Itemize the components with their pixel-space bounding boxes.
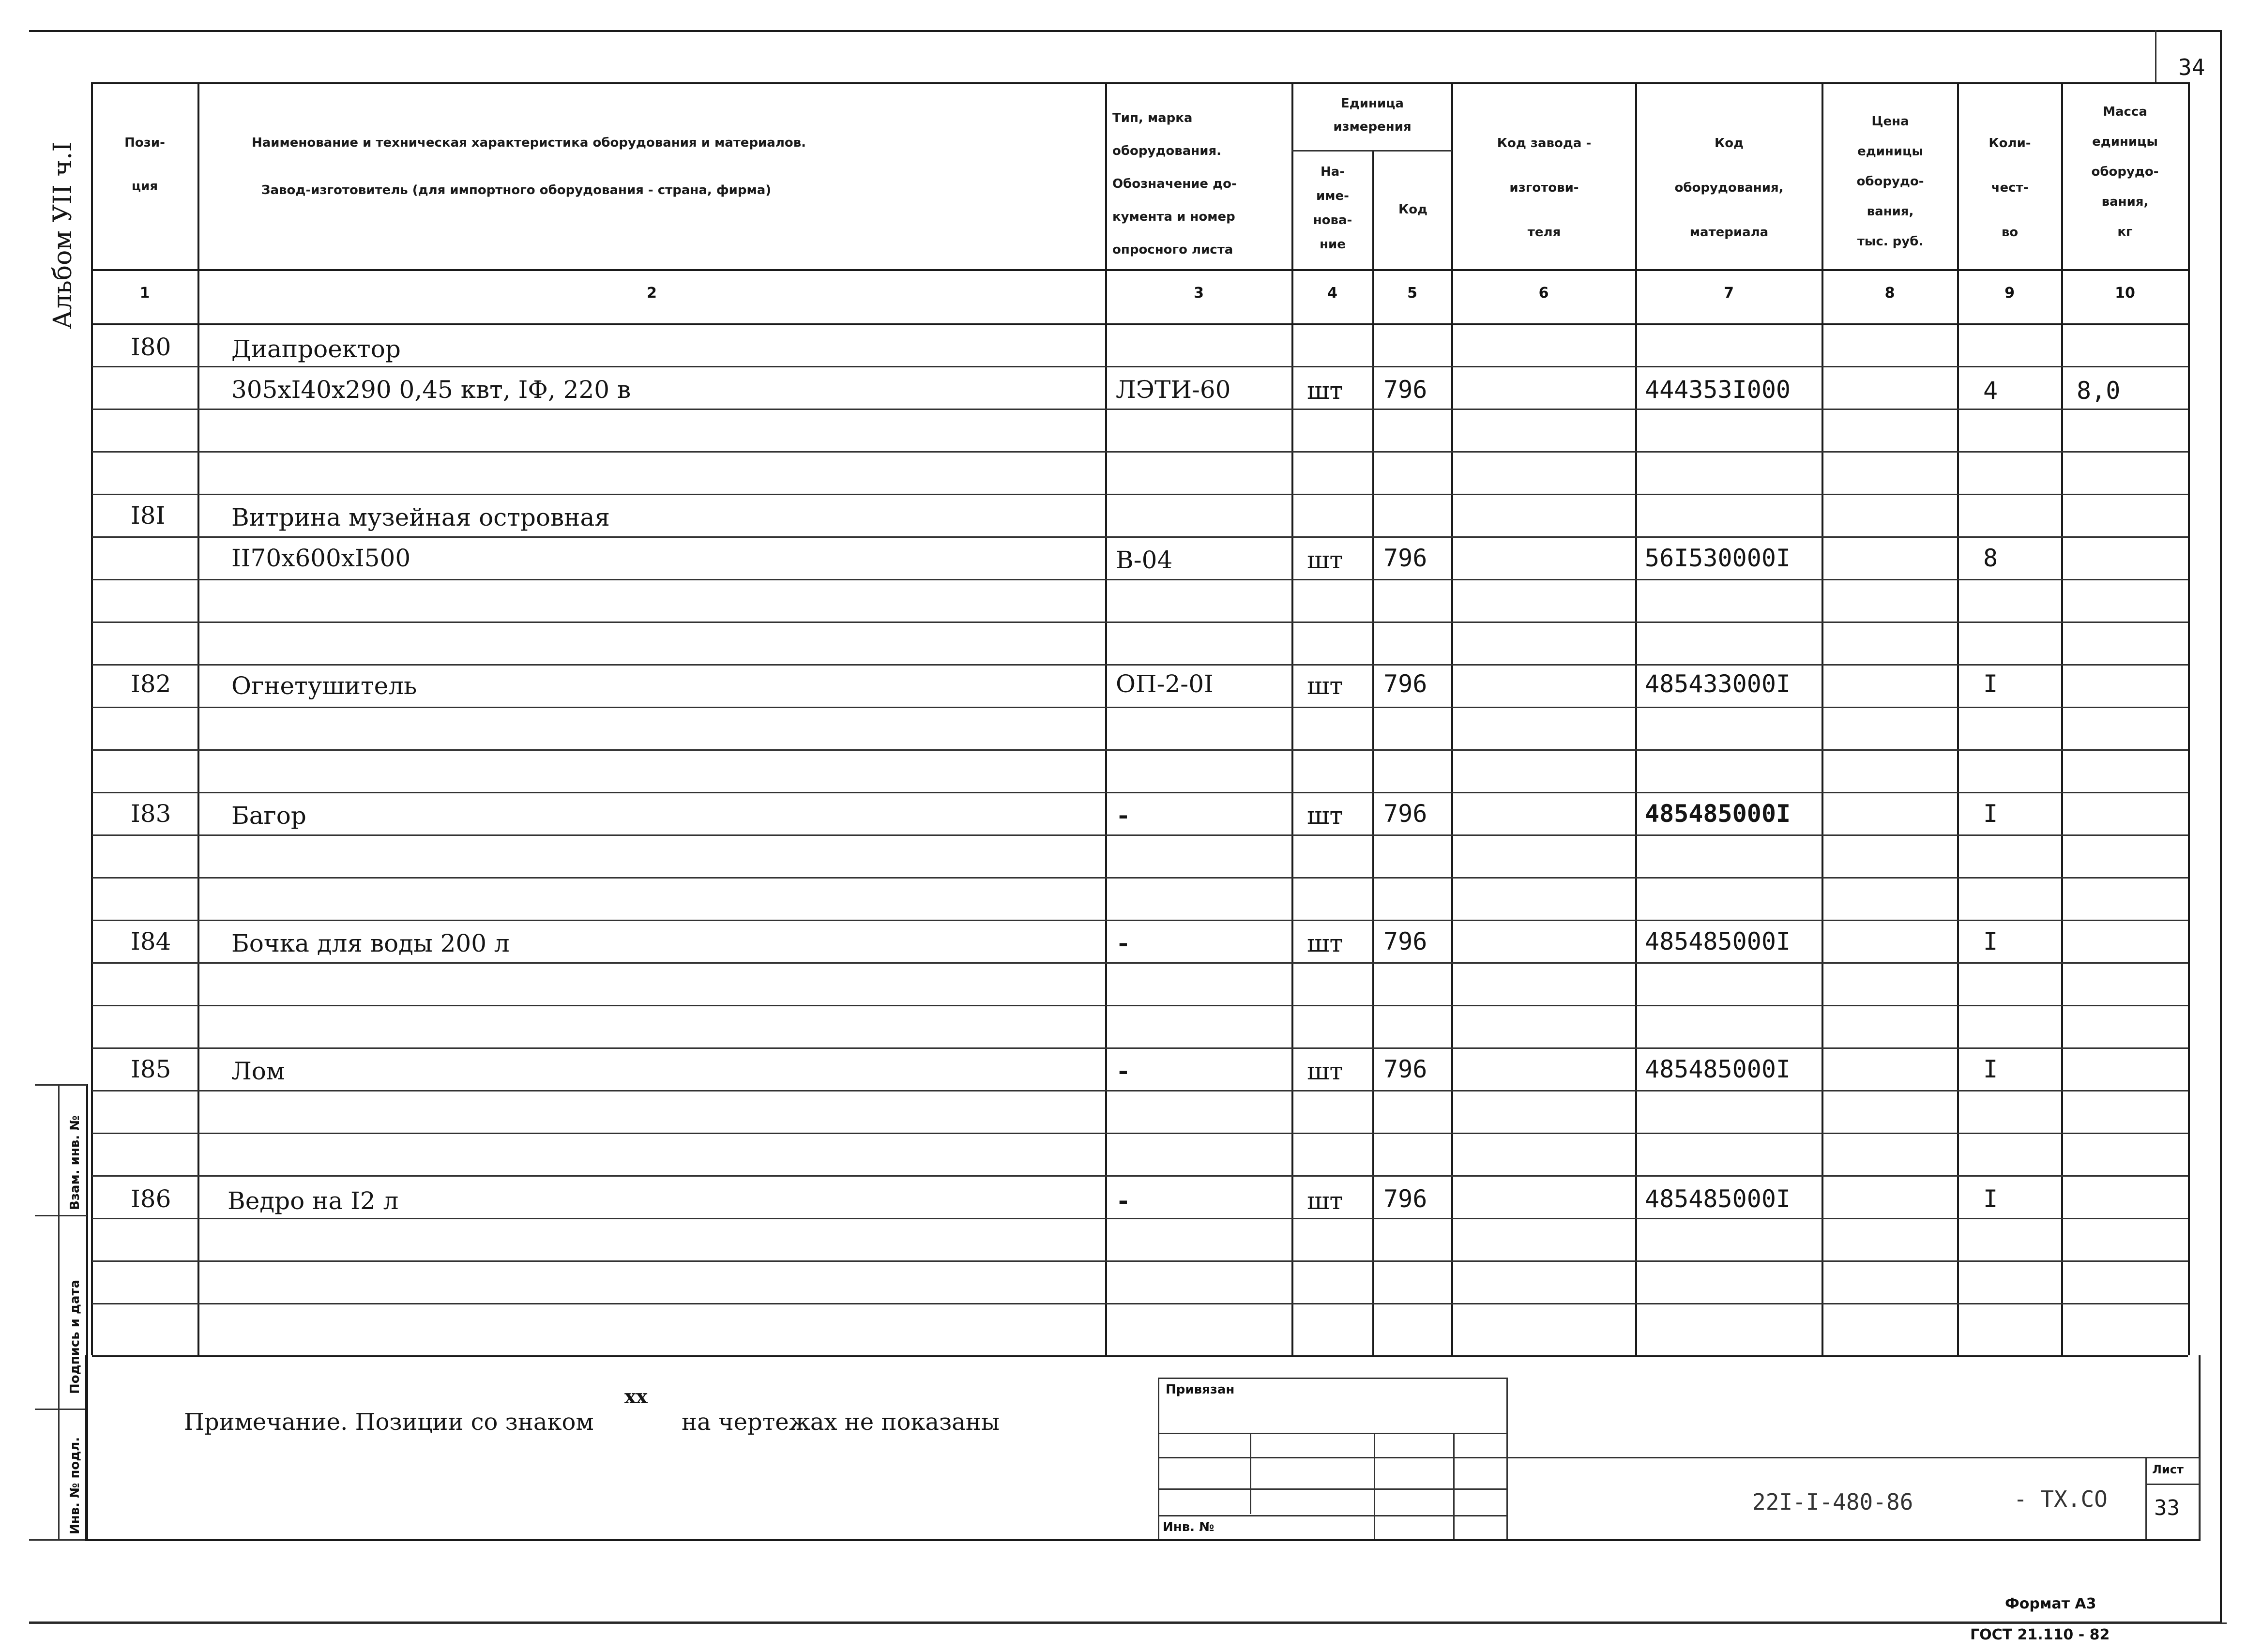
row-180-mass: 8,0	[2077, 377, 2121, 405]
header-factory-code: Код завода - изготови- теля	[1497, 136, 1592, 240]
row-line	[92, 451, 2188, 453]
row-180-quantity: 4	[1983, 377, 1998, 405]
row-line	[92, 920, 2188, 921]
row-183-quantity: I	[1983, 800, 1998, 828]
side-label-podpis: Подпись и дата	[68, 1279, 82, 1394]
row-line	[92, 707, 2188, 708]
side-strip-div-3	[35, 1409, 87, 1410]
stamp-row-2	[1158, 1457, 1507, 1458]
row-182-quantity: I	[1983, 670, 1998, 698]
col-line-8	[1957, 82, 1959, 1355]
colnum-bottom-line	[92, 323, 2188, 325]
row-180-material-code: 444353I000	[1645, 376, 1791, 404]
col-line-0	[91, 82, 93, 1355]
row-186-quantity: I	[1983, 1185, 1998, 1213]
row-183-position: I83	[131, 800, 171, 828]
table-top-line	[92, 82, 2188, 84]
header-name-line2: Завод-изготовитель (для импортного оборудования - страна, фирма)	[261, 183, 772, 197]
frame-top-line	[29, 30, 2222, 32]
sheet-number: 33	[2154, 1496, 2180, 1520]
row-181-type: В-04	[1116, 546, 1173, 574]
note-prefix: Примечание. Позиции со знаком	[184, 1409, 594, 1436]
row-183-unit: шт	[1307, 802, 1343, 830]
row-184-unit: шт	[1307, 929, 1343, 957]
stamp-col-3	[1453, 1433, 1455, 1539]
row-line	[92, 1260, 2188, 1262]
row-line	[92, 749, 2188, 751]
row-181-quantity: 8	[1983, 544, 1998, 572]
row-line	[92, 1133, 2188, 1134]
row-184-material-code: 485485000I	[1645, 927, 1791, 955]
row-184-unit-code: 796	[1383, 927, 1427, 955]
header-unit-group: Единица измерения	[1333, 96, 1412, 134]
col-number-6: 6	[1538, 285, 1549, 302]
row-line	[92, 409, 2188, 410]
row-line	[92, 792, 2188, 793]
col-number-3: 3	[1194, 285, 1204, 302]
row-181-material-code: 56I530000I	[1645, 544, 1791, 572]
row-185-position: I85	[131, 1055, 171, 1083]
row-181-unit: шт	[1307, 546, 1343, 574]
row-186-material-code: 485485000I	[1645, 1185, 1791, 1213]
row-180-unit-code: 796	[1383, 376, 1427, 404]
stamp-row-1	[1158, 1433, 1507, 1434]
row-180-spec: 305хI40х290 0,45 квт, IФ, 220 в	[231, 376, 631, 404]
doc-code: 22I-I-480-86	[1752, 1489, 1913, 1515]
row-182-material-code: 485433000I	[1645, 670, 1791, 698]
corner-sheet-number: 34	[2178, 54, 2205, 80]
stamp-top	[1158, 1378, 1507, 1379]
col-line-7	[1822, 82, 1823, 1355]
note-mark: хх	[624, 1385, 648, 1408]
row-182-unit-code: 796	[1383, 670, 1427, 698]
col-number-10: 10	[2115, 285, 2135, 302]
row-186-name: Ведро на I2 л	[228, 1187, 399, 1215]
bound-label: Привязан	[1166, 1382, 1235, 1397]
col-number-4: 4	[1327, 285, 1337, 302]
row-180-type: ЛЭТИ-60	[1116, 376, 1231, 404]
col-line-4	[1372, 150, 1374, 1355]
side-label-inv: Инв. № подл.	[68, 1437, 82, 1534]
col-number-9: 9	[2004, 285, 2015, 302]
row-line	[92, 366, 2188, 367]
row-185-material-code: 485485000I	[1645, 1055, 1791, 1083]
doc-suffix: - ТХ.СО	[2014, 1486, 2108, 1512]
col-line-1	[197, 82, 199, 1355]
sheet-box-right	[2199, 1457, 2200, 1539]
row-line	[92, 1090, 2188, 1091]
row-line	[92, 877, 2188, 879]
row-183-material-code: 485485000I	[1645, 800, 1791, 828]
row-181-position: I8I	[131, 501, 166, 530]
row-line	[92, 1005, 2188, 1006]
album-label: Альбом УII ч.I	[48, 142, 77, 329]
row-186-type: -	[1118, 1186, 1128, 1214]
col-line-3	[1291, 82, 1293, 1355]
sheet-box-top	[2145, 1457, 2200, 1458]
side-strip-div-2	[35, 1215, 87, 1216]
stamp-col-2	[1374, 1433, 1375, 1539]
row-180-name: Диапроектор	[231, 335, 401, 363]
row-180-unit: шт	[1307, 377, 1343, 405]
row-185-unit-code: 796	[1383, 1055, 1427, 1083]
header-type: Тип, марка оборудования. Обозначение до- кумента и номер опросного листа	[1112, 111, 1237, 257]
stamp-row-4	[1158, 1515, 1507, 1516]
side-strip-div-4	[29, 1539, 87, 1541]
row-182-position: I82	[131, 670, 171, 698]
stamp-col-1	[1250, 1433, 1251, 1514]
row-183-type: -	[1118, 801, 1128, 829]
sheet-box-mid	[2145, 1484, 2200, 1485]
col-line-6	[1635, 82, 1637, 1355]
row-186-unit: шт	[1307, 1187, 1343, 1215]
row-line	[92, 834, 2188, 836]
col-line-9	[2061, 82, 2063, 1355]
row-line	[92, 621, 2188, 623]
row-184-type: -	[1118, 928, 1128, 957]
row-line	[92, 1047, 2188, 1049]
col-line-5	[1451, 82, 1453, 1355]
row-185-name: Лом	[231, 1057, 285, 1085]
col-number-2: 2	[647, 285, 657, 302]
side-strip-left	[58, 1084, 60, 1539]
header-price: Цена единицы оборудо- вания, тыс. руб.	[1856, 114, 1924, 249]
title-block-top	[1506, 1457, 2145, 1458]
row-line	[92, 494, 2188, 495]
sheet-label: Лист	[2152, 1463, 2184, 1476]
row-182-type: ОП-2-0I	[1116, 670, 1214, 698]
table-bottom-line	[92, 1355, 2188, 1357]
row-line	[92, 536, 2188, 538]
row-184-quantity: I	[1983, 927, 1998, 955]
row-182-unit: шт	[1307, 672, 1343, 700]
format-label: Формат А3	[2005, 1595, 2096, 1612]
col-number-7: 7	[1724, 285, 1734, 302]
header-name-line1: Наименование и техническая характеристика оборудования и материалов.	[252, 136, 806, 150]
header-position: Пози- ция	[124, 136, 165, 194]
col-line-10	[2188, 82, 2190, 1355]
row-181-unit-code: 796	[1383, 544, 1427, 572]
col-number-8: 8	[1884, 285, 1895, 302]
row-186-position: I86	[131, 1185, 171, 1213]
frame-right-line	[2220, 30, 2222, 1622]
header-material-code: Код оборудования, материала	[1674, 136, 1784, 240]
row-184-position: I84	[131, 927, 171, 955]
row-185-type: -	[1118, 1056, 1128, 1085]
row-line	[92, 1218, 2188, 1219]
col-number-5: 5	[1407, 285, 1417, 302]
col-line-2	[1105, 82, 1107, 1355]
footer-left-line	[85, 1355, 87, 1539]
row-line	[92, 1175, 2188, 1177]
header-mass: Масса единицы оборудо- вания, кг	[2091, 105, 2159, 239]
header-quantity: Коли- чест- во	[1989, 136, 2031, 240]
col-number-1: 1	[139, 285, 150, 302]
inv-label: Инв. №	[1163, 1520, 1215, 1534]
row-185-quantity: I	[1983, 1055, 1998, 1083]
unit-group-divider	[1291, 150, 1452, 152]
header-unit-code: Код	[1398, 202, 1428, 217]
gost-label: ГОСТ 21.110 - 82	[1970, 1626, 2110, 1643]
row-181-spec: II70х600хI500	[231, 544, 411, 572]
row-185-unit: шт	[1307, 1057, 1343, 1085]
row-181-name: Витрина музейная островная	[231, 503, 610, 531]
side-label-vzam: Взам. инв. №	[68, 1115, 82, 1210]
footer-bottom-line	[85, 1539, 2201, 1541]
row-183-unit-code: 796	[1383, 800, 1427, 828]
row-180-position: I80	[131, 333, 171, 361]
row-line	[92, 1303, 2188, 1304]
stamp-row-3	[1158, 1488, 1507, 1490]
header-bottom-line	[92, 269, 2188, 271]
row-line	[92, 962, 2188, 964]
side-strip-div-1	[35, 1084, 87, 1086]
bottom-edge-line	[29, 1622, 2227, 1624]
row-182-name: Огнетушитель	[231, 672, 417, 700]
row-line	[92, 579, 2188, 580]
row-186-unit-code: 796	[1383, 1185, 1427, 1213]
note-suffix: на чертежах не показаны	[682, 1409, 1000, 1436]
row-184-name: Бочка для воды 200 л	[231, 929, 510, 957]
row-183-name: Багор	[231, 802, 306, 830]
header-unit-name: На- име- нова- ние	[1313, 165, 1352, 252]
corner-box-left	[2155, 30, 2156, 84]
sheet-box-left	[2145, 1457, 2147, 1539]
row-line	[92, 664, 2188, 666]
